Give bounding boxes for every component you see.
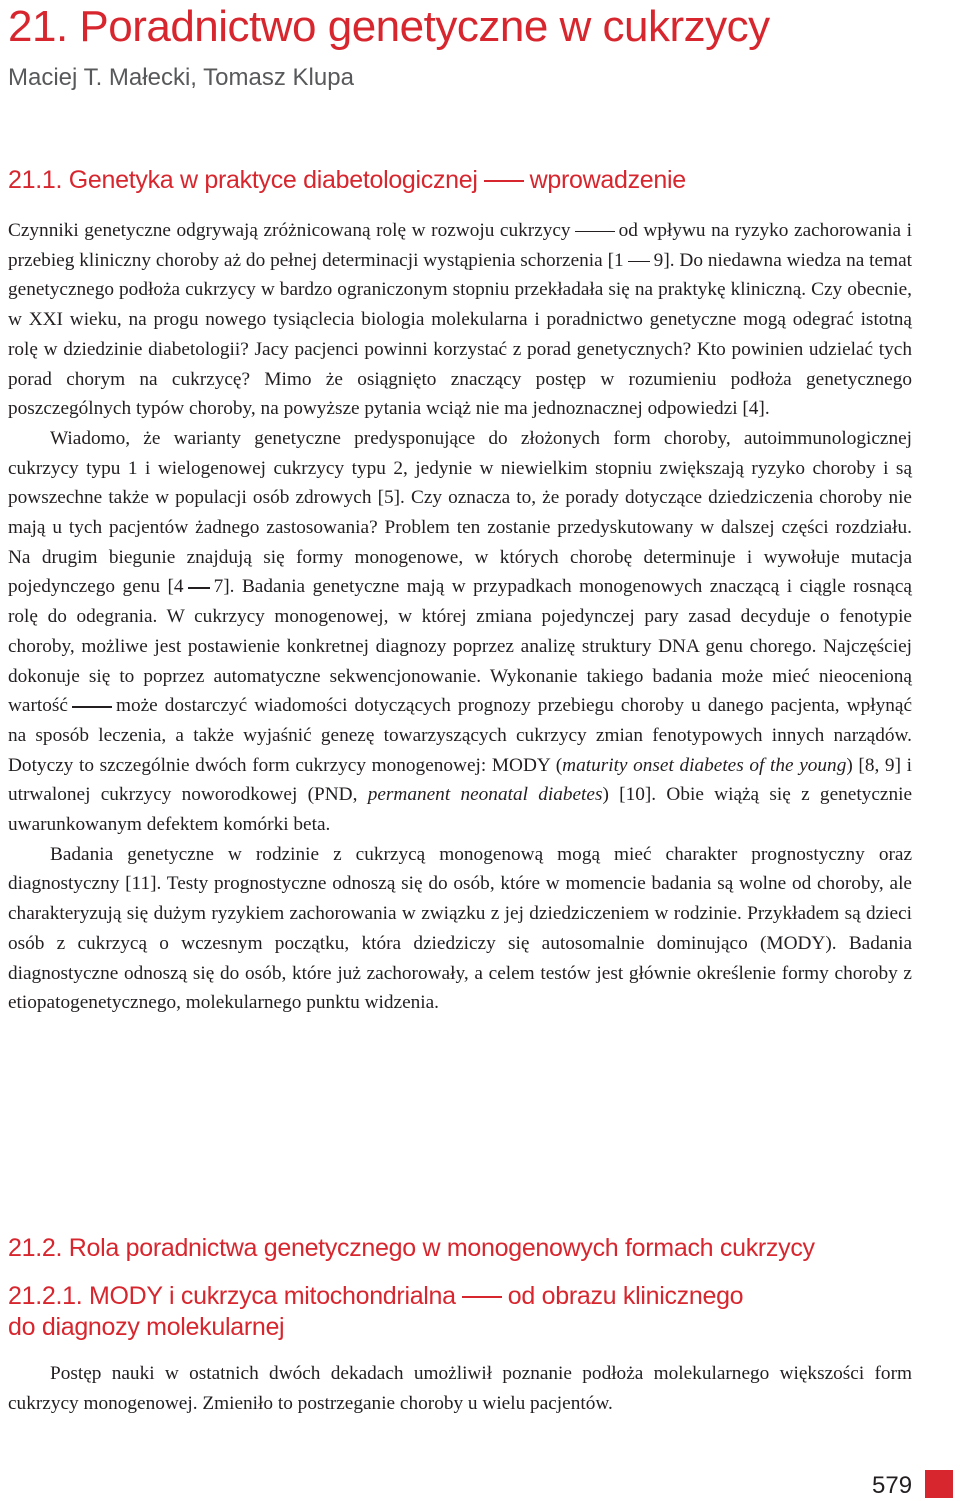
italic-term: permanent neonatal diabetes: [367, 784, 603, 806]
paragraph: [8, 216, 912, 424]
paragraph: Badania genetyczne w rodzinie z cukrzycą monogenową mogą mieć charakter prognostyczny oraz diagnostyczny [11]. Testy prognostyczne odnoszą się do osób, które w momencie badania są wolne od choroby, ale charakteryzują się dużym ryzykiem zachorowania w związku z jej dziedziczeniem w rodzinie. Przykładem są dzieci osób z cukrzycą o wczesnym początku, która dziedziczy się autosomalnie dominująco (MODY). Badania diagnostyczne odnoszą się do osób, które już zachorowały, a celem testów jest głównie określenie formy choroby z etiopatogenetycznego, molekularnego punktu widzenia.: [8, 843, 912, 1014]
en-dash: [188, 587, 210, 589]
text-run: 7]. Badania genetyczne mają w przypadkach monogenowych znaczącą i ciągle rosnącą rolę do odegrania. W cukrzycy monogenowej, w której zmiana pojedynczej pary zasad decyduje o fenotypie choroby, możliwe jest postawienie konkretnej diagnozy poprzez analizę struktury DNA genu chorego. Najczęściej dokonuje się to poprzez automatyczne sekwencjonowanie. Wykonanie takiego badania może mieć nieocenioną wartość: [8, 576, 912, 717]
subheading-text: 21.2.1. MODY i cukrzyca mitochondrialna: [8, 1282, 456, 1310]
section-heading-21-1: [8, 166, 686, 195]
section-title-part2: wprowadzenie: [529, 166, 686, 194]
text-run: może dostarczyć wiadomości dotyczących prognozy przebiegu choroby u danego pacjenta, wpłynąć na sposób leczenia, a także wyjaśnić genezę towarzyszących cukrzycy zmian fenotypowych innych narządów. Dotyczy to szczególnie dwóch form cukrzycy monogenowej: MODY (: [8, 695, 912, 776]
heading-dash: [462, 1296, 502, 1298]
section-number: 21.1.: [8, 166, 63, 194]
em-dash: [575, 231, 615, 233]
paragraph: Postęp nauki w ostatnich dwóch dekadach umożliwił poznanie podłoża molekularnego większości form cukrzycy monogenowej. Zmieniło to postrzeganie choroby u wielu pacjentów.: [8, 1363, 912, 1414]
page-marker-square: [925, 1470, 953, 1498]
subsection-heading-21-2-1: [8, 1281, 743, 1343]
section-1-body: [8, 216, 912, 1018]
en-dash: [628, 261, 650, 263]
chapter-title: 21. Poradnictwo genetyczne w cukrzycy: [8, 2, 770, 51]
text-run: Czynniki genetyczne odgrywają zróżnicowaną rolę w rozwoju cukrzycy: [8, 220, 571, 241]
italic-term: maturity onset diabetes of the young: [562, 754, 847, 776]
page-number: 579: [872, 1472, 913, 1499]
text-run: 9]. Do niedawna wiedza na temat genetycznego podłoża cukrzycy w bardzo ograniczonym stopniu przekładała się na praktykę kliniczną. Czy obecnie, w XXI wieku, na progu nowego tysiąclecia biologia molekularna i poradnictwo genetyczne mogą odegrać istotną rolę w dziedzinie diabetologii? Jacy pacjenci powinni korzystać z porad genetycznych? Kto powinien udzielać tych porad chorym na cukrzycę? Mimo że osiągnięto znaczący postęp w rozumieniu podłoża genetycznego poszczególnych typów choroby, na powyższe pytania wciąż nie ma jednoznacznej odpowiedzi [4].: [8, 249, 913, 420]
em-dash: [72, 706, 112, 708]
chapter-authors: Maciej T. Małecki, Tomasz Klupa: [8, 64, 354, 91]
text-run: od wpływu na ryzyko zachorowania i przebieg kliniczny choroby aż do pełnej determinacji wystąpienia schorzenia [1: [8, 220, 912, 271]
section-title-part1: Genetyka w praktyce diabetologicznej: [68, 166, 478, 194]
section-2-body: [8, 1359, 912, 1418]
text-run: ) [8, 9] i utrwalonej cukrzycy noworodkowej (PND,: [8, 754, 912, 806]
section-heading-21-2: 21.2. Rola poradnictwa genetycznego w monogenowych formach cukrzycy: [8, 1234, 815, 1262]
heading-dash: [484, 180, 524, 182]
subheading-text: od obrazu klinicznego: [507, 1282, 744, 1310]
subheading-text: do diagnozy molekularnej: [8, 1313, 285, 1341]
text-run: ) [10]. Obie wiążą się z genetycznie uwarunkowanym defektem komórki beta.: [8, 784, 912, 836]
text-run: Wiadomo, że warianty genetyczne predysponujące do złożonych form choroby, autoimmunologicznej cukrzycy typu 1 i wielogenowej cukrzycy typu 2, jedynie w niewielkim stopniu zwiększają ryzyko choroby i są powszechne także w populacji osób zdrowych [5]. Czy oznacza to, że porady dotyczące dziedziczenia choroby nie mają u tych pacjentów żadnego zastosowania? Problem ten zostanie przedyskutowany w dalszej części rozdziału. Na drugim biegunie znajdują się formy monogenowe, w których chorobę determinuje i wywołuje mutacja pojedynczego genu [4: [8, 427, 912, 598]
paragraph: [8, 424, 912, 840]
